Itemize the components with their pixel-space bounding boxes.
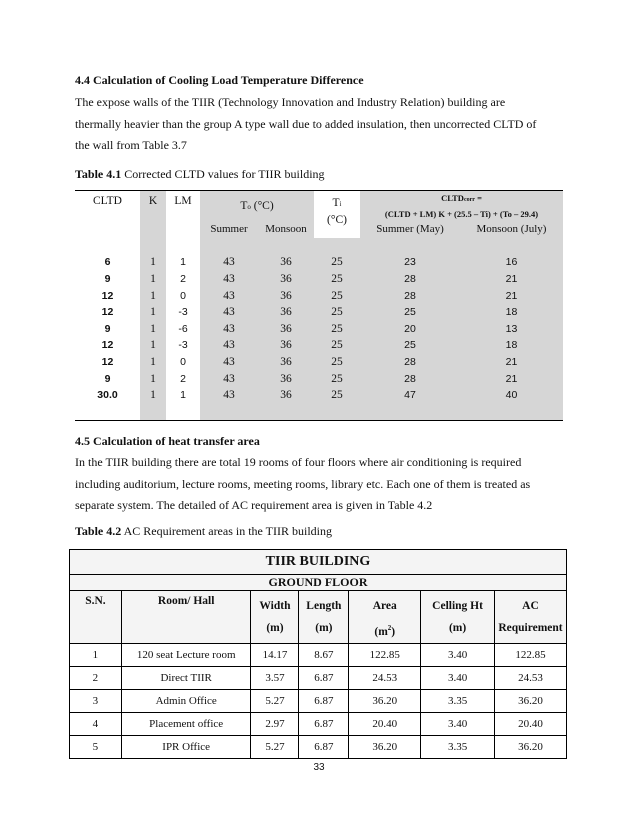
section-4-5-heading: 4.5 Calculation of heat transfer area bbox=[75, 434, 260, 448]
table-cell: 25 bbox=[314, 271, 360, 288]
header-cltd-corr-eq: = bbox=[474, 193, 482, 203]
table-cell: 28 bbox=[360, 271, 460, 288]
table-cell: 120 seat Lecture room bbox=[121, 643, 251, 666]
table-cell: 1 bbox=[180, 389, 186, 402]
table-cell: 21 bbox=[460, 271, 563, 288]
table-cell: 4 bbox=[70, 712, 122, 735]
header-sn bbox=[70, 591, 122, 644]
table-cell: 13 bbox=[460, 321, 563, 338]
header-summer-may: Summer (May) bbox=[360, 221, 460, 238]
table-cell: 43 bbox=[200, 304, 258, 321]
header-width-unit: (m) bbox=[266, 622, 284, 634]
table-cell: 9 bbox=[104, 273, 111, 286]
header-cltd-corr-subscript: corr bbox=[463, 197, 475, 203]
table-cell: 25 bbox=[314, 370, 360, 387]
table-cell: 1 bbox=[140, 337, 166, 354]
table-cell: 6.87 bbox=[299, 712, 349, 735]
table-4-1 bbox=[75, 190, 563, 421]
table-row bbox=[70, 735, 567, 758]
table-cell: 1 bbox=[140, 304, 166, 321]
table-cell: 2.97 bbox=[251, 712, 299, 735]
table-cell: 9 bbox=[104, 372, 111, 385]
table-cell: IPR Office bbox=[121, 735, 251, 758]
table-cell: 1 bbox=[140, 354, 166, 371]
header-to-unit: (°C) bbox=[250, 200, 274, 212]
table-cell: 25 bbox=[314, 337, 360, 354]
caption-label: Table 4.2 bbox=[75, 524, 122, 538]
table-cell: 1 bbox=[140, 254, 166, 271]
table-cell: 36 bbox=[258, 370, 314, 387]
table-4-2 bbox=[69, 549, 567, 759]
header-length-text: Length bbox=[306, 600, 342, 612]
table-cell: 1 bbox=[140, 287, 166, 304]
table-cell: 20.40 bbox=[494, 712, 566, 735]
table-cell: 1 bbox=[140, 321, 166, 338]
header-ceiling bbox=[421, 591, 495, 644]
table-cell: 43 bbox=[200, 254, 258, 271]
table-cell: 1 bbox=[140, 271, 166, 288]
table-cell: 1 bbox=[140, 370, 166, 387]
header-area-sup: 2 bbox=[387, 624, 392, 632]
table-cell: 24.53 bbox=[494, 666, 566, 689]
paragraph-line: thermally heavier than the group A type wall due to added insulation, then uncorrected CLTD of bbox=[75, 116, 537, 131]
table-cell: 2 bbox=[180, 273, 186, 286]
table-cell: 9 bbox=[104, 322, 111, 335]
table-cell: 1 bbox=[70, 643, 122, 666]
table-cell: 36 bbox=[258, 271, 314, 288]
table-row bbox=[70, 643, 567, 666]
header-monsoon-july: Monsoon (July) bbox=[460, 221, 563, 238]
section-4-4-paragraph bbox=[75, 92, 563, 157]
header-monsoon: Monsoon bbox=[258, 221, 314, 238]
header-ac-text: AC bbox=[522, 600, 539, 612]
table-cell: 3.40 bbox=[421, 666, 495, 689]
table-cell: 12 bbox=[101, 356, 114, 369]
table-cell: 36.20 bbox=[349, 689, 421, 712]
header-ti-unit: (°C) bbox=[327, 214, 347, 226]
table-row bbox=[75, 370, 563, 387]
header-room-text: Room/ Hall bbox=[157, 595, 215, 607]
floor-label: GROUND FLOOR bbox=[70, 575, 567, 591]
header-cltd-corr-symbol: CLTD bbox=[441, 193, 464, 203]
table-cell: 3.35 bbox=[421, 689, 495, 712]
header-cltd: CLTD bbox=[93, 195, 122, 207]
table-row bbox=[75, 387, 563, 404]
table-cell: 36.20 bbox=[494, 689, 566, 712]
table-cell: 3.57 bbox=[251, 666, 299, 689]
table-cell: 43 bbox=[200, 370, 258, 387]
table-cell: 24.53 bbox=[349, 666, 421, 689]
table-cell: 20 bbox=[360, 321, 460, 338]
table-cell: 43 bbox=[200, 337, 258, 354]
header-ac bbox=[494, 591, 566, 644]
table-cell: 36 bbox=[258, 321, 314, 338]
header-cltd-corr bbox=[360, 191, 563, 221]
table-cell: 25 bbox=[314, 287, 360, 304]
paragraph-line: the wall from Table 3.7 bbox=[75, 138, 187, 152]
header-sn-text: S.N. bbox=[85, 595, 106, 607]
table-row bbox=[75, 304, 563, 321]
paragraph-line: separate system. The detailed of AC requirement area is given in Table 4.2 bbox=[75, 498, 433, 512]
table-cell: 1 bbox=[180, 256, 186, 269]
table-cell: 3.40 bbox=[421, 712, 495, 735]
table-row bbox=[70, 712, 567, 735]
section-4-4-heading: 4.4 Calculation of Cooling Load Temperature Difference bbox=[75, 73, 364, 87]
table-cell: 5 bbox=[70, 735, 122, 758]
table-cell: 36 bbox=[258, 337, 314, 354]
header-length bbox=[299, 591, 349, 644]
table-cell: 25 bbox=[314, 254, 360, 271]
header-area-unit: (m bbox=[374, 625, 388, 638]
table-cell: 36 bbox=[258, 287, 314, 304]
header-room bbox=[121, 591, 251, 644]
table-cell: 21 bbox=[460, 354, 563, 371]
header-to-symbol: T bbox=[240, 200, 248, 212]
table-cell: 36.20 bbox=[494, 735, 566, 758]
table-cell: 30.0 bbox=[97, 389, 118, 402]
table-cell: 43 bbox=[200, 287, 258, 304]
table-cell: 21 bbox=[460, 287, 563, 304]
table-cell: 43 bbox=[200, 271, 258, 288]
table-cell: 3.35 bbox=[421, 735, 495, 758]
table-cell: 28 bbox=[360, 354, 460, 371]
header-length-unit: (m) bbox=[315, 622, 333, 634]
table-cell: 2 bbox=[180, 372, 186, 385]
table-cell: 14.17 bbox=[251, 643, 299, 666]
table-cell: 6.87 bbox=[299, 666, 349, 689]
table-cell: 122.85 bbox=[349, 643, 421, 666]
table-cell: -6 bbox=[178, 322, 188, 335]
header-ti bbox=[314, 191, 360, 238]
page-number: 33 bbox=[313, 762, 325, 773]
table-cell: 25 bbox=[360, 337, 460, 354]
header-area bbox=[349, 591, 421, 644]
header-summer: Summer bbox=[200, 221, 258, 238]
table-cell: 0 bbox=[180, 356, 186, 369]
table-cell: 12 bbox=[101, 306, 114, 319]
table-cell: 6 bbox=[104, 256, 111, 269]
table-cell: 23 bbox=[360, 254, 460, 271]
table-row bbox=[75, 287, 563, 304]
table-cell: 43 bbox=[200, 354, 258, 371]
table-cell: Direct TIIR bbox=[121, 666, 251, 689]
table-cell: 40 bbox=[460, 387, 563, 404]
table-cell: 47 bbox=[360, 387, 460, 404]
table-cell: -3 bbox=[178, 306, 188, 319]
caption-label: Table 4.1 bbox=[75, 167, 122, 181]
table-cell: 28 bbox=[360, 370, 460, 387]
table-cell: 3.40 bbox=[421, 643, 495, 666]
table-row bbox=[75, 337, 563, 354]
header-ceiling-text: Celling Ht bbox=[432, 600, 483, 612]
table-4-1-caption bbox=[75, 167, 325, 182]
table-cell: 25 bbox=[314, 354, 360, 371]
header-to bbox=[200, 191, 314, 221]
header-lm: LM bbox=[174, 195, 192, 207]
table-4-2-caption bbox=[75, 524, 332, 539]
table-cell: 36 bbox=[258, 354, 314, 371]
table-cell: 28 bbox=[360, 287, 460, 304]
header-area-text: Area bbox=[372, 600, 397, 612]
header-cltd-formula: (CLTD + LM) K + (25.5 – Ti) + (To – 29.4) bbox=[384, 209, 539, 219]
table-cell: 25 bbox=[314, 387, 360, 404]
table-cell: 36 bbox=[258, 304, 314, 321]
table-cell: 36.20 bbox=[349, 735, 421, 758]
header-area-close: ) bbox=[391, 625, 396, 638]
table-cell: 43 bbox=[200, 321, 258, 338]
header-to-subscript: o bbox=[247, 203, 251, 211]
table-row bbox=[75, 321, 563, 338]
table-cell: 6.87 bbox=[299, 689, 349, 712]
table-cell: Admin Office bbox=[121, 689, 251, 712]
table-row bbox=[75, 254, 563, 271]
table-cell: 5.27 bbox=[251, 689, 299, 712]
table-cell: Placement office bbox=[121, 712, 251, 735]
table-cell: 36 bbox=[258, 254, 314, 271]
table-row bbox=[70, 689, 567, 712]
header-width bbox=[251, 591, 299, 644]
table-cell: 122.85 bbox=[494, 643, 566, 666]
table-cell: 0 bbox=[180, 289, 186, 302]
header-ceiling-unit: (m) bbox=[448, 622, 467, 634]
table-cell: 16 bbox=[460, 254, 563, 271]
table-cell: 43 bbox=[200, 387, 258, 404]
table-cell: 25 bbox=[314, 321, 360, 338]
header-ti-subscript: i bbox=[339, 200, 342, 208]
table-row bbox=[75, 271, 563, 288]
table-cell: 6.87 bbox=[299, 735, 349, 758]
table-cell: 8.67 bbox=[299, 643, 349, 666]
header-ti-symbol: T bbox=[332, 197, 340, 209]
caption-text: Corrected CLTD values for TIIR building bbox=[121, 167, 325, 181]
table-cell: 3 bbox=[70, 689, 122, 712]
table-cell: -3 bbox=[178, 339, 188, 352]
table-row bbox=[75, 354, 563, 371]
table-cell: 18 bbox=[460, 304, 563, 321]
table-cell: 2 bbox=[70, 666, 122, 689]
table-cell: 25 bbox=[360, 304, 460, 321]
table-cell: 5.27 bbox=[251, 735, 299, 758]
table-cell: 1 bbox=[140, 387, 166, 404]
paragraph-line: including auditorium, lecture rooms, meeting rooms, library etc. Each one of them is treated as bbox=[75, 476, 531, 491]
header-k: K bbox=[140, 191, 166, 238]
section-4-5-paragraph bbox=[75, 452, 563, 517]
table-cell: 25 bbox=[314, 304, 360, 321]
table-cell: 36 bbox=[258, 387, 314, 404]
paragraph-line: In the TIIR building there are total 19 rooms of four floors where air conditioning is required bbox=[75, 455, 522, 469]
caption-text: AC Requirement areas in the TIIR building bbox=[121, 524, 332, 538]
table-row bbox=[70, 666, 567, 689]
table-cell: 12 bbox=[101, 289, 114, 302]
header-width-text: Width bbox=[259, 600, 291, 612]
table-cell: 20.40 bbox=[349, 712, 421, 735]
table-cell: 21 bbox=[460, 370, 563, 387]
header-ac-text-2: Requirement bbox=[498, 622, 563, 634]
paragraph-line: The expose walls of the TIIR (Technology Innovation and Industry Relation) building are bbox=[75, 95, 506, 109]
table-title: TIIR BUILDING bbox=[70, 550, 567, 575]
table-cell: 18 bbox=[460, 337, 563, 354]
table-cell: 12 bbox=[101, 339, 114, 352]
